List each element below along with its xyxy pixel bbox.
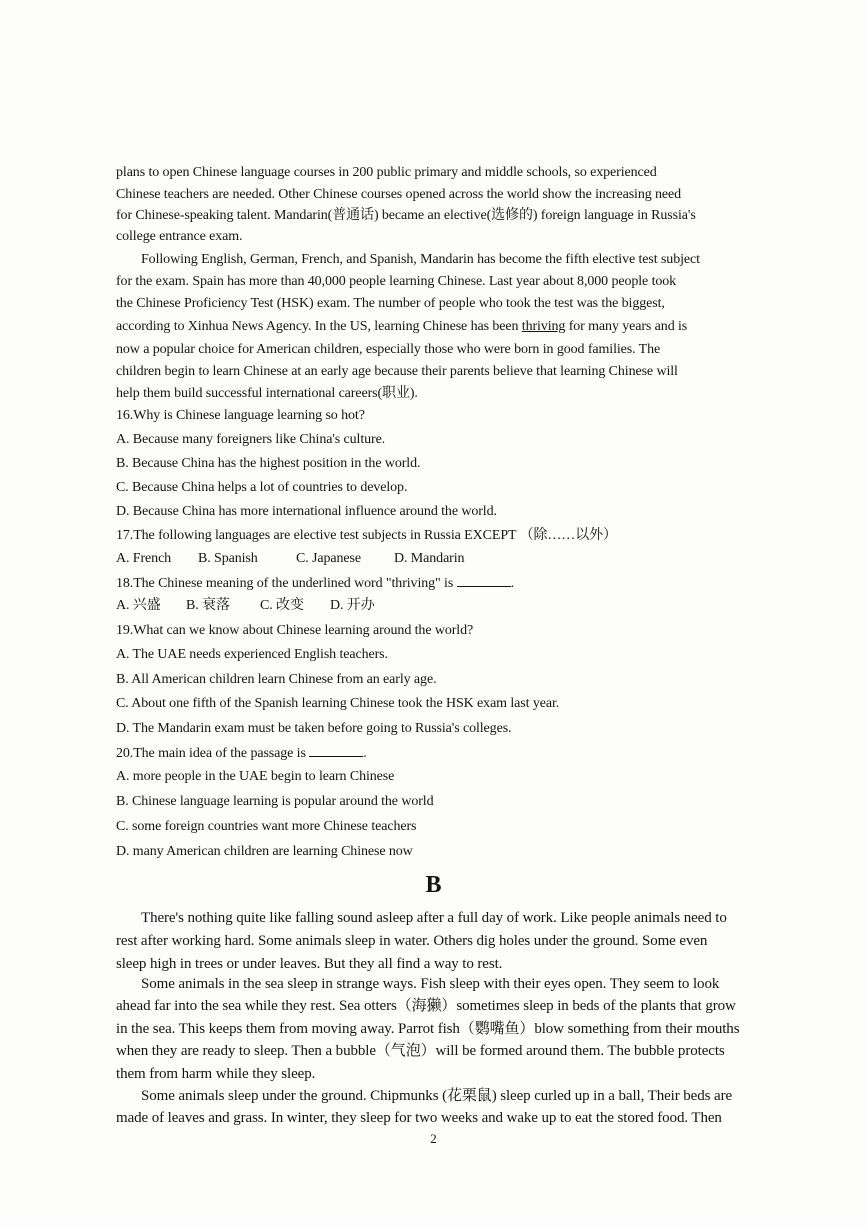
question-stem: 19.What can we know about Chinese learning around the world? — [116, 623, 474, 638]
passage-line: college entrance exam. — [116, 229, 243, 244]
passage-line: them from harm while they sleep. — [116, 1066, 316, 1082]
question-stem — [116, 574, 514, 593]
stem-end: . — [510, 576, 514, 591]
answer-option: B. Spanish — [198, 551, 258, 566]
answer-option: B. 衰落 — [186, 598, 230, 613]
passage-line: rest after working hard. Some animals sleep in water. Others dig holes under the ground. Some even — [116, 933, 708, 949]
passage-line: Chinese teachers are needed. Other Chinese courses opened across the world show the increasing need — [116, 187, 682, 202]
options-row — [116, 597, 375, 615]
answer-option: C. some foreign countries want more Chinese teachers — [116, 819, 417, 834]
stem-text: 20.The main idea of the passage is — [116, 746, 306, 761]
answer-option: D. many American children are learning Chinese now — [116, 844, 413, 859]
passage-line: plans to open Chinese language courses in 200 public primary and middle schools, so experienced — [116, 165, 657, 180]
answer-option: D. 开办 — [330, 598, 375, 613]
section-heading: B — [425, 872, 442, 898]
passage-line: in the sea. This keeps them from moving away. Parrot fish（鹦嘴鱼）blow something from their mouths — [116, 1021, 740, 1037]
answer-option: A. French — [116, 551, 172, 566]
stem-text: 18.The Chinese meaning of the underlined word "thriving" is — [116, 576, 454, 591]
passage-text: according to Xinhua News Agency. In the US, learning Chinese has been — [116, 319, 519, 334]
answer-option: D. Because China has more international influence around the world. — [116, 504, 497, 519]
passage-text: for many years and is — [568, 319, 688, 334]
passage-line: sleep high in trees or under leaves. But they all find a way to rest. — [116, 956, 503, 972]
passage-line: children begin to learn Chinese at an early age because their parents believe that learning Chinese will — [116, 364, 678, 379]
answer-option: A. 兴盛 — [116, 598, 161, 613]
answer-option: D. The Mandarin exam must be taken before going to Russia's colleges. — [116, 721, 512, 736]
passage-line: Some animals in the sea sleep in strange ways. Fish sleep with their eyes open. They seem to look — [141, 976, 720, 992]
answer-option: C. Japanese — [296, 551, 361, 566]
passage-line: when they are ready to sleep. Then a bubble（气泡）will be formed around them. The bubble protects — [116, 1043, 725, 1059]
answer-option: A. more people in the UAE begin to learn Chinese — [116, 769, 395, 784]
answer-option: D. Mandarin — [394, 551, 465, 566]
passage-line: for Chinese-speaking talent. Mandarin(普通话) became an elective(选修的) foreign language in Russia's — [116, 208, 696, 223]
answer-option: B. All American children learn Chinese from an early age. — [116, 672, 437, 687]
passage-line: the Chinese Proficiency Test (HSK) exam. The number of people who took the test was the biggest, — [116, 296, 665, 311]
question-stem: 17.The following languages are elective test subjects in Russia EXCEPT （除……以外） — [116, 528, 617, 543]
answer-option: A. Because many foreigners like China's culture. — [116, 432, 386, 447]
passage-line: now a popular choice for American children, especially those who were born in good families. The — [116, 342, 661, 357]
passage-line: help them build successful international careers(职业). — [116, 386, 418, 401]
answer-option: B. Chinese language learning is popular around the world — [116, 794, 434, 809]
passage-line: made of leaves and grass. In winter, they sleep for two weeks and wake up to eat the stored food. Then — [116, 1110, 722, 1126]
answer-option: A. The UAE needs experienced English teachers. — [116, 647, 388, 662]
passage-line: Following English, German, French, and Spanish, Mandarin has become the fifth elective test subject — [141, 252, 700, 267]
answer-option: B. Because China has the highest position in the world. — [116, 456, 421, 471]
answer-option: C. Because China helps a lot of countries to develop. — [116, 480, 408, 495]
question-stem — [116, 744, 367, 763]
passage-line: ahead far into the sea while they rest. Sea otters（海獭）sometimes sleep in beds of the plants that grow — [116, 998, 736, 1014]
answer-option: C. About one fifth of the Spanish learning Chinese took the HSK exam last year. — [116, 696, 560, 711]
stem-end: . — [363, 746, 367, 761]
passage-line: Some animals sleep under the ground. Chipmunks (花栗鼠) sleep curled up in a ball, Their beds are — [141, 1088, 733, 1104]
passage-line — [116, 318, 687, 336]
underlined-word: thriving — [521, 319, 566, 334]
passage-line: There's nothing quite like falling sound asleep after a full day of work. Like people animals need to — [141, 910, 727, 926]
options-row — [116, 550, 464, 568]
passage-line: for the exam. Spain has more than 40,000 people learning Chinese. Last year about 8,000 people took — [116, 274, 677, 289]
question-stem: 16.Why is Chinese language learning so hot? — [116, 408, 365, 423]
answer-blank — [457, 574, 511, 587]
answer-blank — [309, 744, 363, 757]
page-number: 2 — [430, 1131, 437, 1146]
answer-option: C. 改变 — [260, 598, 304, 613]
